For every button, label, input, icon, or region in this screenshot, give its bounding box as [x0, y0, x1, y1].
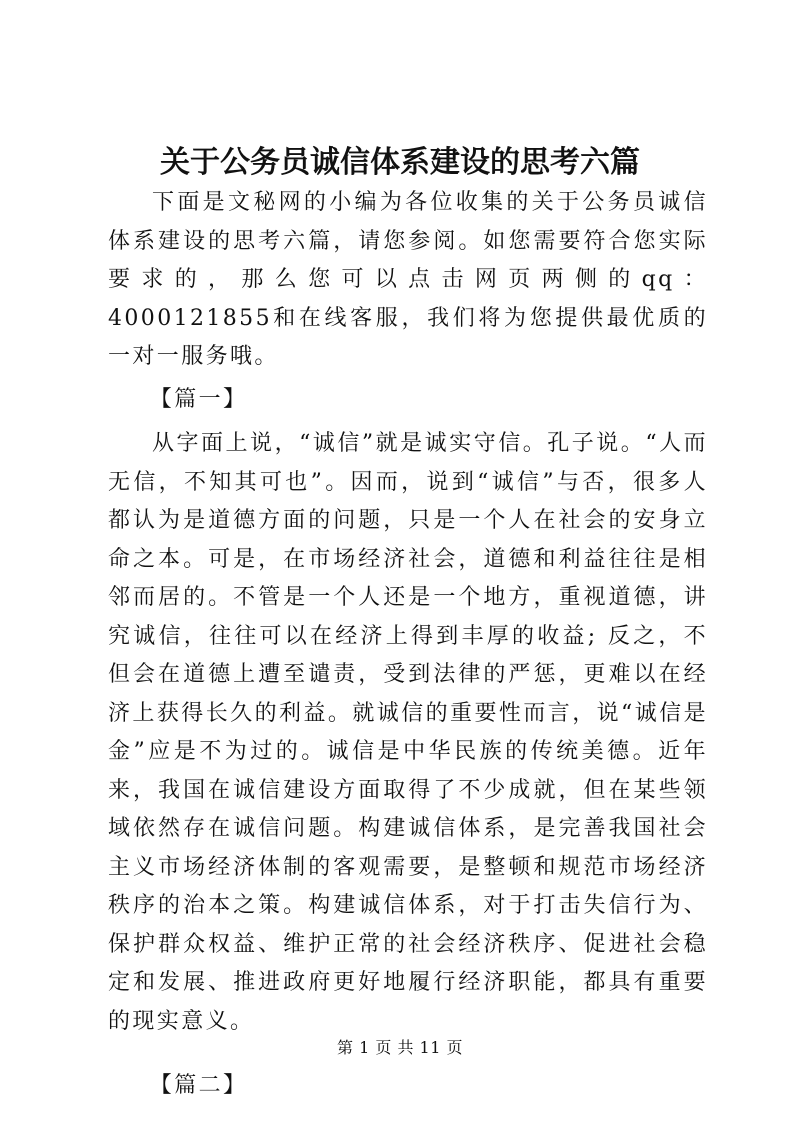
section-heading-2: 【篇二】: [149, 1073, 248, 1098]
document-title: 关于公务员诚信体系建设的思考六篇: [160, 145, 640, 180]
page-footer: 第 1 页 共 11 页: [337, 1038, 463, 1057]
section-heading-1: 【篇一】: [149, 386, 248, 412]
section-1-paragraph: 从字面上说，“诚信”就是诚实守信。孔子说。“人而无信，不知其可也”。因而，说到“诚信”与否，很多人都认为是道德方面的问题，只是一个人在社会的安身立命之本。可是，在市场经济社会，道德和利益往往是相邻而居的。不管是一个人还是一个地方，重视道德，讲究诚信，往往可以在经济上得到丰厚的收益; 反之，不但会在道德上遭至谴责，受到法律的严惩，更难以在经济上获得长久的利益。就诚信的重要性而言，说“诚信是金”应是不为过的。诚信是中华民族的传统美德。近年来，我国在诚信建设方面取得了不少成就，但在某些领域依然存在诚信问题。构建诚信体系，是完善我国社会主义市场经济体制的客观需要，是整顿和规范市场经济秩序的治本之策。构建诚信体系，对于打击失信行为、保护群众权益、维护正常的社会经济秩序、促进社会稳定和发展、推进政府更好地履行经济职能，都具有重要的现实意义。: [108, 431, 708, 1034]
document-body: [108, 184, 708, 1106]
intro-paragraph: 下面是文秘网的小编为各位收集的关于公务员诚信体系建设的思考六篇，请您参阅。如您需要符合您实际要求的，那么您可以点击网页两侧的qq：4000121855和在线客服，我们将为您提供最优质的一对一服务哦。: [108, 190, 708, 369]
